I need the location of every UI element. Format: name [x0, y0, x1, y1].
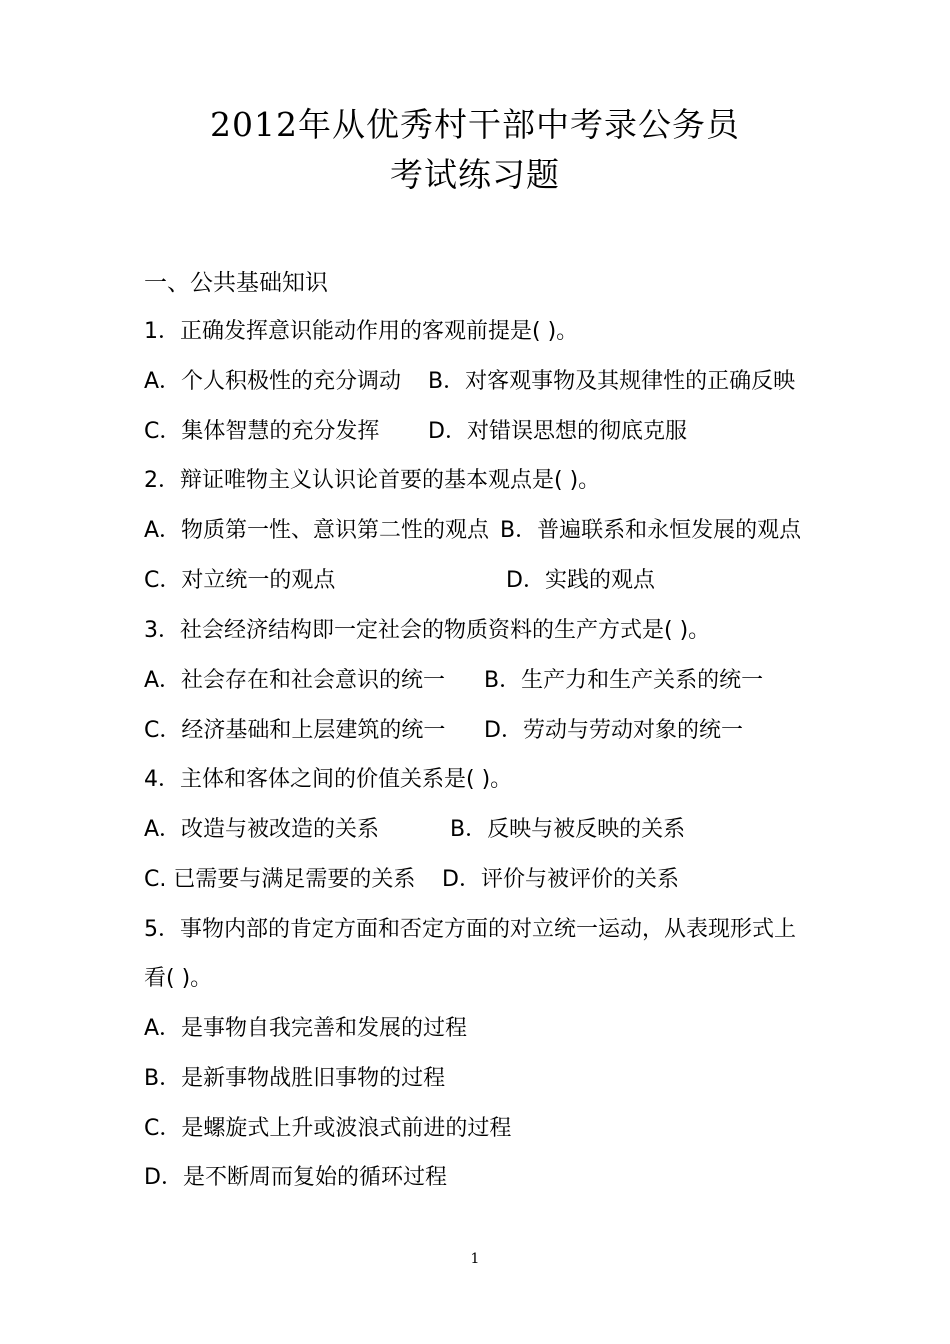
question-4-stem: 4．主体和客体之间的价值关系是( )。 [144, 767, 513, 792]
question-5-option-a: A．是事物自我完善和发展的过程 [144, 1016, 468, 1041]
question-4-option-d: D．评价与被评价的关系 [442, 867, 679, 892]
question-2-option-d: D．实践的观点 [506, 568, 655, 593]
question-3-stem: 3．社会经济结构即一定社会的物质资料的生产方式是( )。 [144, 618, 711, 643]
question-1-option-d: D．对错误思想的彻底克服 [428, 419, 687, 444]
section-heading: 一、公共基础知识 [144, 270, 328, 296]
question-3-option-b: B．生产力和生产关系的统一 [484, 668, 764, 693]
question-2-option-c: C．对立统一的观点 [144, 568, 336, 593]
question-2-stem: 2．辩证唯物主义认识论首要的基本观点是( )。 [144, 468, 601, 493]
question-3-option-d: D．劳动与劳动对象的统一 [484, 718, 743, 743]
question-5-stem-line-2: 看( )。 [144, 966, 213, 991]
question-5-option-b: B．是新事物战胜旧事物的过程 [144, 1066, 446, 1091]
question-5-option-c: C．是螺旋式上升或波浪式前进的过程 [144, 1116, 512, 1141]
question-4-option-a: A．改造与被改造的关系 [144, 817, 380, 842]
question-2-option-b: B．普遍联系和永恒发展的观点 [500, 518, 802, 543]
question-2-option-a: A．物质第一性、意识第二性的观点 [144, 518, 490, 543]
document-title-line-2: 考试练习题 [390, 155, 560, 194]
question-1-stem: 1．正确发挥意识能动作用的客观前提是( )。 [144, 319, 579, 344]
question-1-option-c: C．集体智慧的充分发挥 [144, 419, 380, 444]
question-3-option-c: C．经济基础和上层建筑的统一 [144, 718, 446, 743]
question-3-option-a: A．社会存在和社会意识的统一 [144, 668, 446, 693]
question-1-option-b: B．对客观事物及其规律性的正确反映 [428, 369, 796, 394]
question-4-option-c: C. 已需要与满足需要的关系 [144, 867, 416, 892]
page-number: 1 [470, 1251, 480, 1267]
document-title-line-1: 2012年从优秀村干部中考录公务员 [210, 105, 740, 144]
question-5-option-d: D．是不断周而复始的循环过程 [144, 1165, 447, 1190]
question-4-option-b: B．反映与被反映的关系 [450, 817, 686, 842]
question-1-option-a: A．个人积极性的充分调动 [144, 369, 402, 394]
question-5-stem-line-1: 5．事物内部的肯定方面和否定方面的对立统一运动，从表现形式上 [144, 917, 796, 942]
